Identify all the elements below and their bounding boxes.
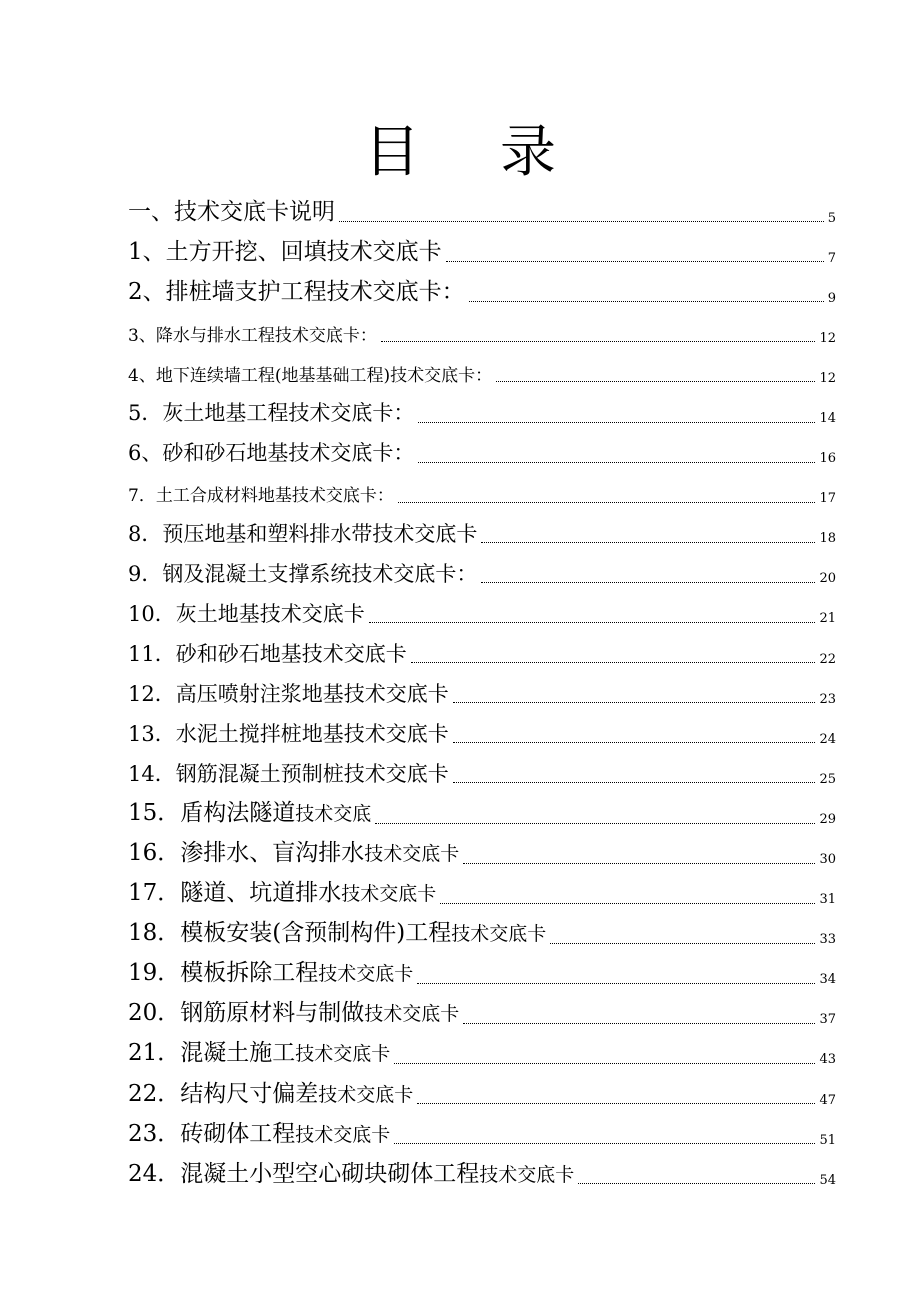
toc-entry-row <box>128 722 836 753</box>
toc-entry-title: 14．钢筋混凝土预制桩技术交底卡 <box>128 762 449 787</box>
toc-entry[interactable] <box>128 633 836 673</box>
toc-entry-label <box>128 484 394 513</box>
toc-entry-row <box>128 762 836 793</box>
toc-entry-row <box>128 682 836 713</box>
toc-page-number: 23 <box>819 691 836 707</box>
toc-dot-leader <box>394 1063 815 1064</box>
toc-entry-label <box>128 199 335 233</box>
toc-dot-leader <box>453 742 816 743</box>
toc-entry-suffix: 技术交底卡 <box>318 963 414 986</box>
toc-entry-suffix: 技术交底卡 <box>318 1083 414 1106</box>
toc-dot-leader <box>496 381 815 382</box>
toc-entry-label <box>128 762 449 793</box>
toc-dot-leader <box>411 662 816 663</box>
toc-entry-label <box>128 800 371 834</box>
toc-dot-leader <box>398 502 816 503</box>
toc-entry-title: 16．渗排水、盲沟排水 <box>128 840 365 866</box>
toc-entry[interactable] <box>128 1114 836 1154</box>
toc-entry-suffix: 技术交底卡 <box>295 1123 391 1146</box>
toc-entry-suffix: 技术交底卡 <box>341 883 437 906</box>
toc-entry-row <box>128 324 836 353</box>
toc-entry-title: 8．预压地基和塑料排水带技术交底卡 <box>128 521 478 546</box>
toc-entry-row <box>128 199 836 233</box>
toc-entry-row <box>128 800 836 834</box>
toc-entry-suffix: 技术交底卡 <box>364 843 460 865</box>
table-of-contents <box>128 192 836 1194</box>
toc-entry[interactable] <box>128 392 836 432</box>
toc-entry-row <box>128 1161 836 1195</box>
toc-entry-title: 22．结构尺寸偏差 <box>128 1080 319 1107</box>
toc-entry-label <box>128 920 546 954</box>
toc-entry-title: 15．盾构法隧道 <box>128 799 296 826</box>
toc-entry-label <box>128 279 465 313</box>
toc-entry-label <box>128 239 442 273</box>
toc-entry[interactable] <box>128 433 836 473</box>
toc-dot-leader <box>481 542 815 543</box>
toc-dot-leader <box>339 221 824 222</box>
toc-entry[interactable] <box>128 753 836 793</box>
toc-entry-row <box>128 1081 836 1115</box>
toc-entry-row <box>128 960 836 994</box>
toc-entry-title: 10．灰土地基技术交底卡 <box>128 601 365 626</box>
toc-entry-row <box>128 1121 836 1155</box>
toc-entry[interactable] <box>128 553 836 593</box>
toc-page-number: 37 <box>819 1012 836 1028</box>
toc-dot-leader <box>463 1023 815 1024</box>
toc-entry[interactable] <box>128 1034 836 1074</box>
toc-entry[interactable] <box>128 874 836 914</box>
title-char-2: 录 <box>500 120 556 185</box>
toc-dot-leader <box>394 1143 815 1144</box>
toc-entry-title: 11．砂和砂石地基技术交底卡 <box>128 641 407 666</box>
toc-entry-row <box>128 920 836 954</box>
toc-dot-leader <box>446 261 824 262</box>
toc-entry-title: 3、降水与排水工程技术交底卡： <box>128 325 377 346</box>
toc-entry-row <box>128 1040 836 1074</box>
title-char-1: 目 <box>364 120 420 185</box>
toc-entry-row <box>128 484 836 513</box>
toc-entry-label <box>128 401 414 432</box>
toc-entry-row <box>128 441 836 472</box>
toc-page-number: 21 <box>819 611 836 627</box>
toc-entry-label <box>128 880 436 914</box>
toc-page-number: 16 <box>819 451 836 467</box>
toc-entry-label <box>128 364 492 393</box>
toc-entry-title: 17．隧道、坑道排水 <box>128 880 342 907</box>
toc-entry-label <box>128 840 459 874</box>
toc-entry-label <box>128 441 414 472</box>
toc-entry-title: 24．混凝土小型空心砌块砌体工程 <box>128 1160 480 1187</box>
toc-entry-row <box>128 239 836 273</box>
toc-page-number: 24 <box>819 731 836 747</box>
toc-entry[interactable] <box>128 1074 836 1114</box>
toc-dot-leader <box>418 422 815 423</box>
toc-entry-row <box>128 880 836 914</box>
toc-entry-row <box>128 401 836 432</box>
toc-entry[interactable] <box>128 914 836 954</box>
toc-entry-suffix: 技术交底卡 <box>295 1043 391 1066</box>
toc-dot-leader <box>469 301 824 302</box>
toc-entry-title: 5．灰土地基工程技术交底卡： <box>128 401 415 426</box>
toc-entry[interactable] <box>128 713 836 753</box>
toc-entry-title: 4、地下连续墙工程(地基基础工程)技术交底卡： <box>128 365 493 386</box>
toc-dot-leader <box>417 983 815 984</box>
toc-page-number: 12 <box>819 370 836 386</box>
toc-entry-label <box>128 960 413 994</box>
toc-entry[interactable] <box>128 272 836 312</box>
toc-page-number: 33 <box>819 932 836 948</box>
toc-entry-label <box>128 324 377 353</box>
toc-dot-leader <box>453 702 816 703</box>
toc-entry-row <box>128 602 836 633</box>
toc-entry-label <box>128 682 449 713</box>
toc-entry-label <box>128 1121 390 1155</box>
toc-page-number: 14 <box>819 410 836 426</box>
toc-entry-title: 6、砂和砂石地基技术交底卡： <box>128 441 415 466</box>
toc-entry[interactable] <box>128 834 836 874</box>
toc-entry-title: 21．混凝土施工 <box>128 1040 296 1067</box>
toc-dot-leader <box>375 823 815 824</box>
toc-page-number: 12 <box>819 330 836 346</box>
toc-entry-title: 13．水泥土搅拌桩地基技术交底卡 <box>128 722 449 747</box>
toc-entry-title: 1、土方开挖、回填技术交底卡 <box>128 238 442 265</box>
toc-entry-suffix: 技术交底 <box>295 802 372 825</box>
toc-entry[interactable] <box>128 673 836 713</box>
toc-entry-title: 23．砖砌体工程 <box>128 1120 296 1147</box>
toc-entry[interactable] <box>128 232 836 272</box>
toc-page-number: 18 <box>819 531 836 547</box>
toc-dot-leader <box>440 903 815 904</box>
toc-page-number: 34 <box>819 972 836 988</box>
toc-entry-label <box>128 602 365 633</box>
toc-entry-label <box>128 1040 390 1074</box>
toc-entry-title: 20．钢筋原材料与制做 <box>128 1000 365 1027</box>
toc-page-number: 20 <box>819 571 836 587</box>
toc-entry-suffix: 技术交底卡 <box>451 923 547 946</box>
toc-page-number: 54 <box>819 1172 836 1188</box>
toc-dot-leader <box>381 341 816 342</box>
toc-entry-label <box>128 722 449 753</box>
toc-entry-title: 9．钢及混凝土支撑系统技术交底卡： <box>128 561 478 586</box>
toc-entry-title: 一、技术交底卡说明 <box>128 198 335 225</box>
toc-entry[interactable] <box>128 593 836 633</box>
toc-entry[interactable] <box>128 192 836 232</box>
toc-dot-leader <box>418 462 815 463</box>
toc-dot-leader <box>453 782 816 783</box>
toc-dot-leader <box>550 943 815 944</box>
toc-entry-row <box>128 562 836 593</box>
toc-entry-row <box>128 364 836 393</box>
toc-entry-title: 12．高压喷射注浆地基技术交底卡 <box>128 682 449 707</box>
toc-entry-label <box>128 1000 459 1034</box>
toc-entry[interactable] <box>128 1154 836 1194</box>
toc-entry[interactable] <box>128 793 836 833</box>
toc-entry-row <box>128 1000 836 1034</box>
toc-page-number: 22 <box>819 651 836 667</box>
toc-entry[interactable] <box>128 994 836 1034</box>
toc-entry-suffix: 技术交底卡 <box>479 1163 575 1186</box>
toc-entry-row <box>128 522 836 553</box>
toc-page-number: 7 <box>827 250 836 266</box>
toc-page-number: 51 <box>819 1132 836 1148</box>
toc-dot-leader <box>417 1103 815 1104</box>
toc-entry-label <box>128 1161 574 1195</box>
toc-page-number: 9 <box>827 290 836 306</box>
toc-entry[interactable] <box>128 312 836 352</box>
toc-entry-row <box>128 642 836 673</box>
toc-entry-title: 7．土工合成材料地基技术交底卡： <box>128 485 394 506</box>
toc-entry-label <box>128 562 477 593</box>
toc-entry[interactable] <box>128 513 836 553</box>
toc-dot-leader <box>578 1183 815 1184</box>
toc-entry-title: 2、排桩墙支护工程技术交底卡： <box>128 278 465 305</box>
toc-page-number: 29 <box>819 811 836 827</box>
toc-dot-leader <box>463 863 815 864</box>
toc-entry-label <box>128 522 477 553</box>
toc-entry-row <box>128 840 836 874</box>
toc-dot-leader <box>369 622 816 623</box>
toc-entry-label <box>128 1081 413 1115</box>
toc-page-number: 31 <box>819 892 836 908</box>
toc-entry[interactable] <box>128 352 836 392</box>
toc-entry-title: 18．模板安装(含预制构件)工程 <box>128 920 452 947</box>
toc-page-number: 17 <box>819 491 836 507</box>
toc-entry[interactable] <box>128 954 836 994</box>
toc-dot-leader <box>481 582 815 583</box>
toc-entry-row <box>128 279 836 313</box>
toc-entry-suffix: 技术交底卡 <box>364 1003 460 1026</box>
toc-page-number: 30 <box>819 852 836 867</box>
toc-page-number: 43 <box>819 1052 836 1068</box>
toc-page-number: 25 <box>819 771 836 787</box>
toc-entry[interactable] <box>128 473 836 513</box>
toc-entry-title: 19．模板拆除工程 <box>128 960 319 987</box>
toc-entry-label <box>128 642 407 673</box>
page-title <box>0 118 920 188</box>
toc-page-number: 47 <box>819 1092 836 1108</box>
toc-page-number: 5 <box>827 210 836 226</box>
